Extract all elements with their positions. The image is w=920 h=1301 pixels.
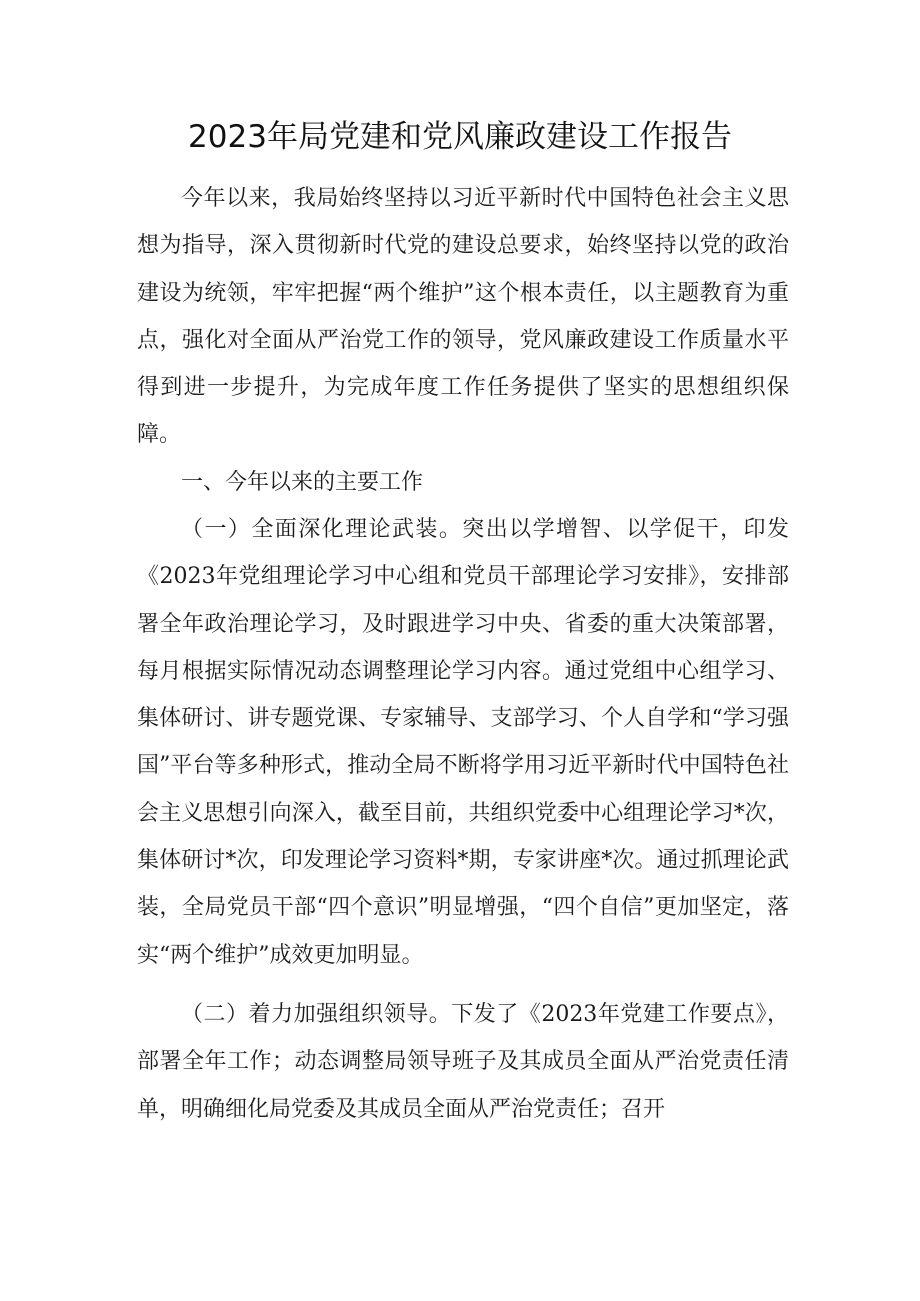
organization-paragraph-block (137, 991, 789, 1133)
section-heading-block (137, 459, 789, 506)
theory-paragraph: （一）全面深化理论武装。突出以学增智、以学促干，印发《2023年党组理论学习中心组和党员干部理论学习安排》，安排部署全年政治理论学习，及时跟进学习中央、省委的重大决策部署，每月根据实际情况动态调整理论学习内容。通过党组中心组学习、集体研讨、讲专题党课、专家辅导、支部学习、个人自学和“学习强国”平台等多种形式，推动全局不断将学用习近平新时代中国特色社会主义思想引向深入，截至目前，共组织党委中心组理论学习*次，集体研讨*次，印发理论学习资料*期，专家讲座*次。通过抓理论武装，全局党员干部“四个意识”明显增强，“四个自信”更加坚定，落实“两个维护”成效更加明显。 (137, 517, 789, 968)
section-heading: 一、今年以来的主要工作 (181, 470, 424, 495)
intro-paragraph: 今年以来，我局始终坚持以习近平新时代中国特色社会主义思想为指导，深入贯彻新时代党的建设总要求，始终坚持以党的政治建设为统领，牢牢把握“两个维护”这个根本责任，以主题教育为重点，强化对全面从严治党工作的领导，党风廉政建设工作质量水平得到进一步提升，为完成年度工作任务提供了坚实的思想组织保障。 (137, 186, 789, 448)
theory-paragraph-block (137, 506, 789, 979)
intro-paragraph-block (137, 175, 789, 459)
document-title: 2023年局党建和党风廉政建设工作报告 (188, 119, 732, 155)
organization-paragraph: （二）着力加强组织领导。下发了《2023年党建工作要点》，部署全年工作；动态调整局领导班子及其成员全面从严治党责任清单，明确细化局党委及其成员全面从严治党责任；召开 (137, 1002, 789, 1122)
